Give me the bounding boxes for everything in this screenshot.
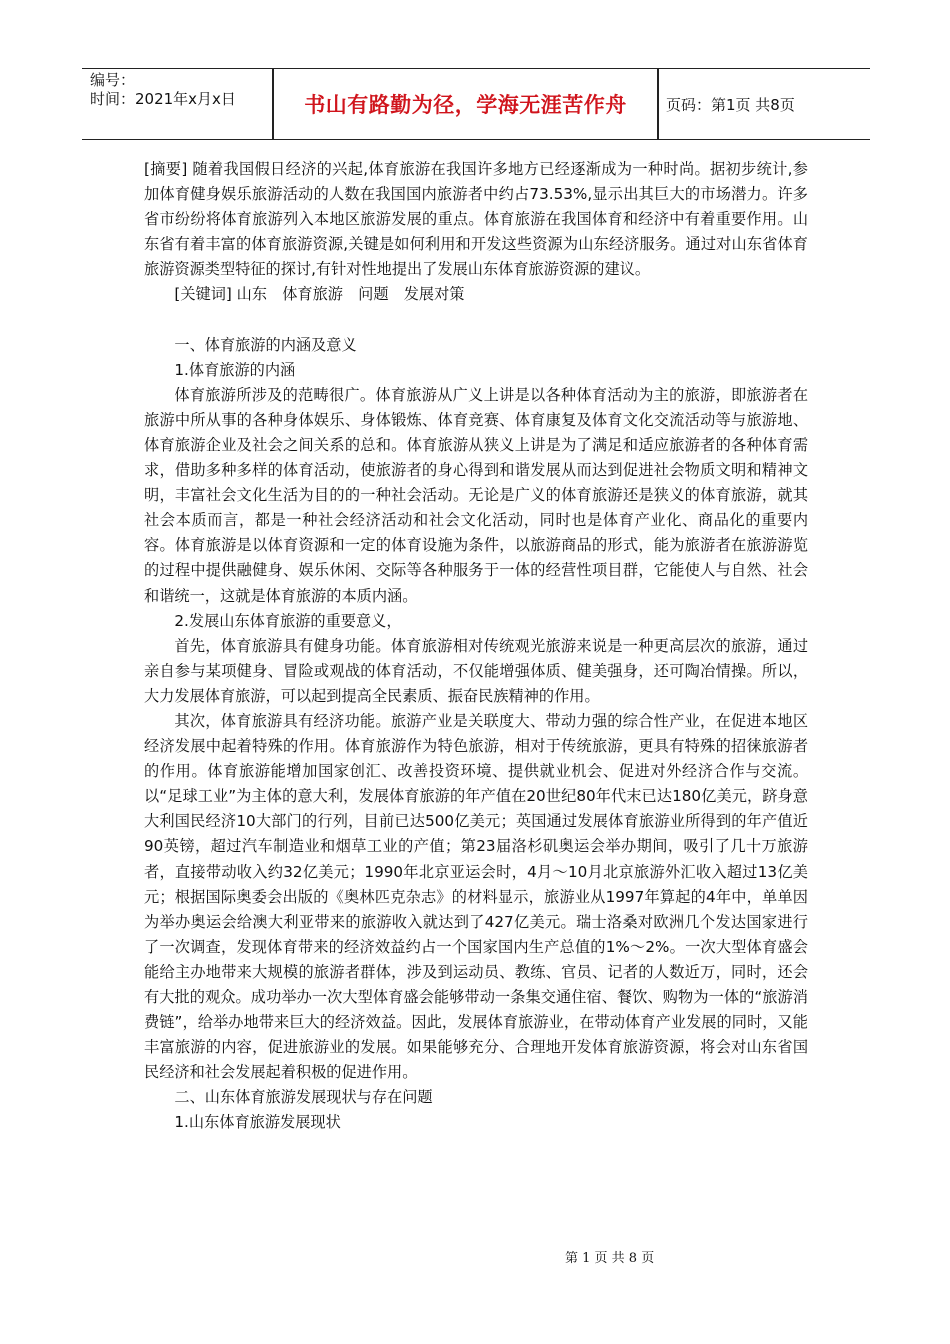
subsection-2-heading: 2.发展山东体育旅游的重要意义， — [174, 611, 402, 630]
body-paragraph-2: 首先，体育旅游具有健身功能。体育旅游相对传统观光旅游来说是一种更高层次的旅游，通过亲自参与某项健身、冒险或观战的体育活动，不仅能增强体质、健美强身，还可陶冶情操。所以，大力发展体育旅游，可以起到提高全民素质、振奋民族精神的作用。 — [144, 636, 808, 705]
subsection-1-heading: 1.体育旅游的内涵 — [174, 360, 296, 379]
doc-date-label: 时间：2021年x月x日 — [90, 90, 236, 108]
section-1-heading: 一、体育旅游的内涵及意义 — [174, 335, 357, 354]
section-2-heading: 二、山东体育旅游发展现状与存在问题 — [174, 1088, 433, 1107]
page-footer: 第 1 页 共 8 页 — [565, 1251, 655, 1266]
abstract-paragraph: [摘要] 随着我国假日经济的兴起,体育旅游在我国许多地方已经逐渐成为一种时尚。据初步统计,参加体育健身娱乐旅游活动的人数在我国国内旅游者中约占73.53%,显示出其巨大的市场潜力。许多省市纷纷将体育旅游列入本地区旅游发展的重点。体育旅游在我国体育和经济中有着重要作用。山东省有着丰富的体育旅游资源,关键是如何利用和开发这些资源为山东经济服务。通过对山东省体育旅游资源类型特征的探讨,有针对性地提出了发展山东体育旅游资源的建议。 — [144, 160, 808, 279]
subsection-3-heading: 1.山东体育旅游发展现状 — [174, 1113, 341, 1132]
header-meta — [90, 71, 290, 109]
document-body — [144, 157, 808, 1136]
keywords-line: [关键词] 山东 体育旅游 问题 发展对策 — [174, 285, 465, 304]
spacer — [144, 308, 808, 333]
header-divider-right — [657, 69, 659, 139]
body-paragraph-1: 体育旅游所涉及的范畴很广。体育旅游从广义上讲是以各种体育活动为主的旅游，即旅游者在旅游中所从事的各种身体娱乐、身体锻炼、体育竞赛、体育康复及体育文化交流活动等与旅游地、体育旅游企业及社会之间关系的总和。体育旅游从狭义上讲是为了满足和适应旅游者的各种体育需求，借助多种多样的体育活动，使旅游者的身心得到和谐发展从而达到促进社会物质文明和精神文明，丰富社会文化生活为目的的一种社会活动。无论是广义的体育旅游还是狭义的体育旅游，就其社会本质而言，都是一种社会经济活动和社会文化活动，同时也是体育产业化、商品化的重要内容。体育旅游是以体育资源和一定的体育设施为条件，以旅游商品的形式，能为旅游者在旅游游览的过程中提供融健身、娱乐休闲、交际等各种服务于一体的经营性项目群，它能使人与自然、社会和谐统一，这就是体育旅游的本质内涵。 — [144, 385, 808, 605]
header-motto: 书山有路勤为径，学海无涯苦作舟 — [304, 93, 627, 117]
page-header — [82, 68, 870, 140]
header-page-info: 页码：第1页 共8页 — [666, 95, 795, 114]
body-paragraph-3: 其次，体育旅游具有经济功能。旅游产业是关联度大、带动力强的综合性产业，在促进本地区经济发展中起着特殊的作用。体育旅游作为特色旅游，相对于传统旅游，更具有特殊的招徕旅游者的作用。体育旅游能增加国家创汇、改善投资环境、提供就业机会、促进对外经济合作与交流。以“足球工业”为主体的意大利，发展体育旅游的年产值在20世纪80年代末已达180亿美元，跻身意大利国民经济10大部门的行列，目前已达500亿美元；英国通过发展体育旅游业所得到的年产值近90英镑，超过汽车制造业和烟草工业的产值；第23届洛杉矶奥运会举办期间，吸引了几十万旅游者，直接带动收入约32亿美元；1990年北京亚运会时，4月～10月北京旅游外汇收入超过13亿美元；根据国际奥委会出版的《奥林匹克杂志》的材料显示，旅游业从1997年算起的4年中，单单因为举办奥运会给澳大利亚带来的旅游收入就达到了427亿美元。瑞士洛桑对欧洲几个发达国家进行了一次调查，发现体育带来的经济效益约占一个国家国内生产总值的1%～2%。一次大型体育盛会能给主办地带来大规模的旅游者群体，涉及到运动员、教练、官员、记者的人数近万，同时，还会有大批的观众。成功举办一次大型体育盛会能够带动一条集交通住宿、餐饮、购物为一体的“旅游消费链”，给举办地带来巨大的经济效益。因此，发展体育旅游业，在带动体育产业发展的同时，又能丰富旅游的内容，促进旅游业的发展。如果能够充分、合理地开发体育旅游资源，将会对山东省国民经济和社会发展起着积极的促进作用。 — [144, 711, 808, 1082]
doc-number-label: 编号： — [90, 71, 136, 89]
